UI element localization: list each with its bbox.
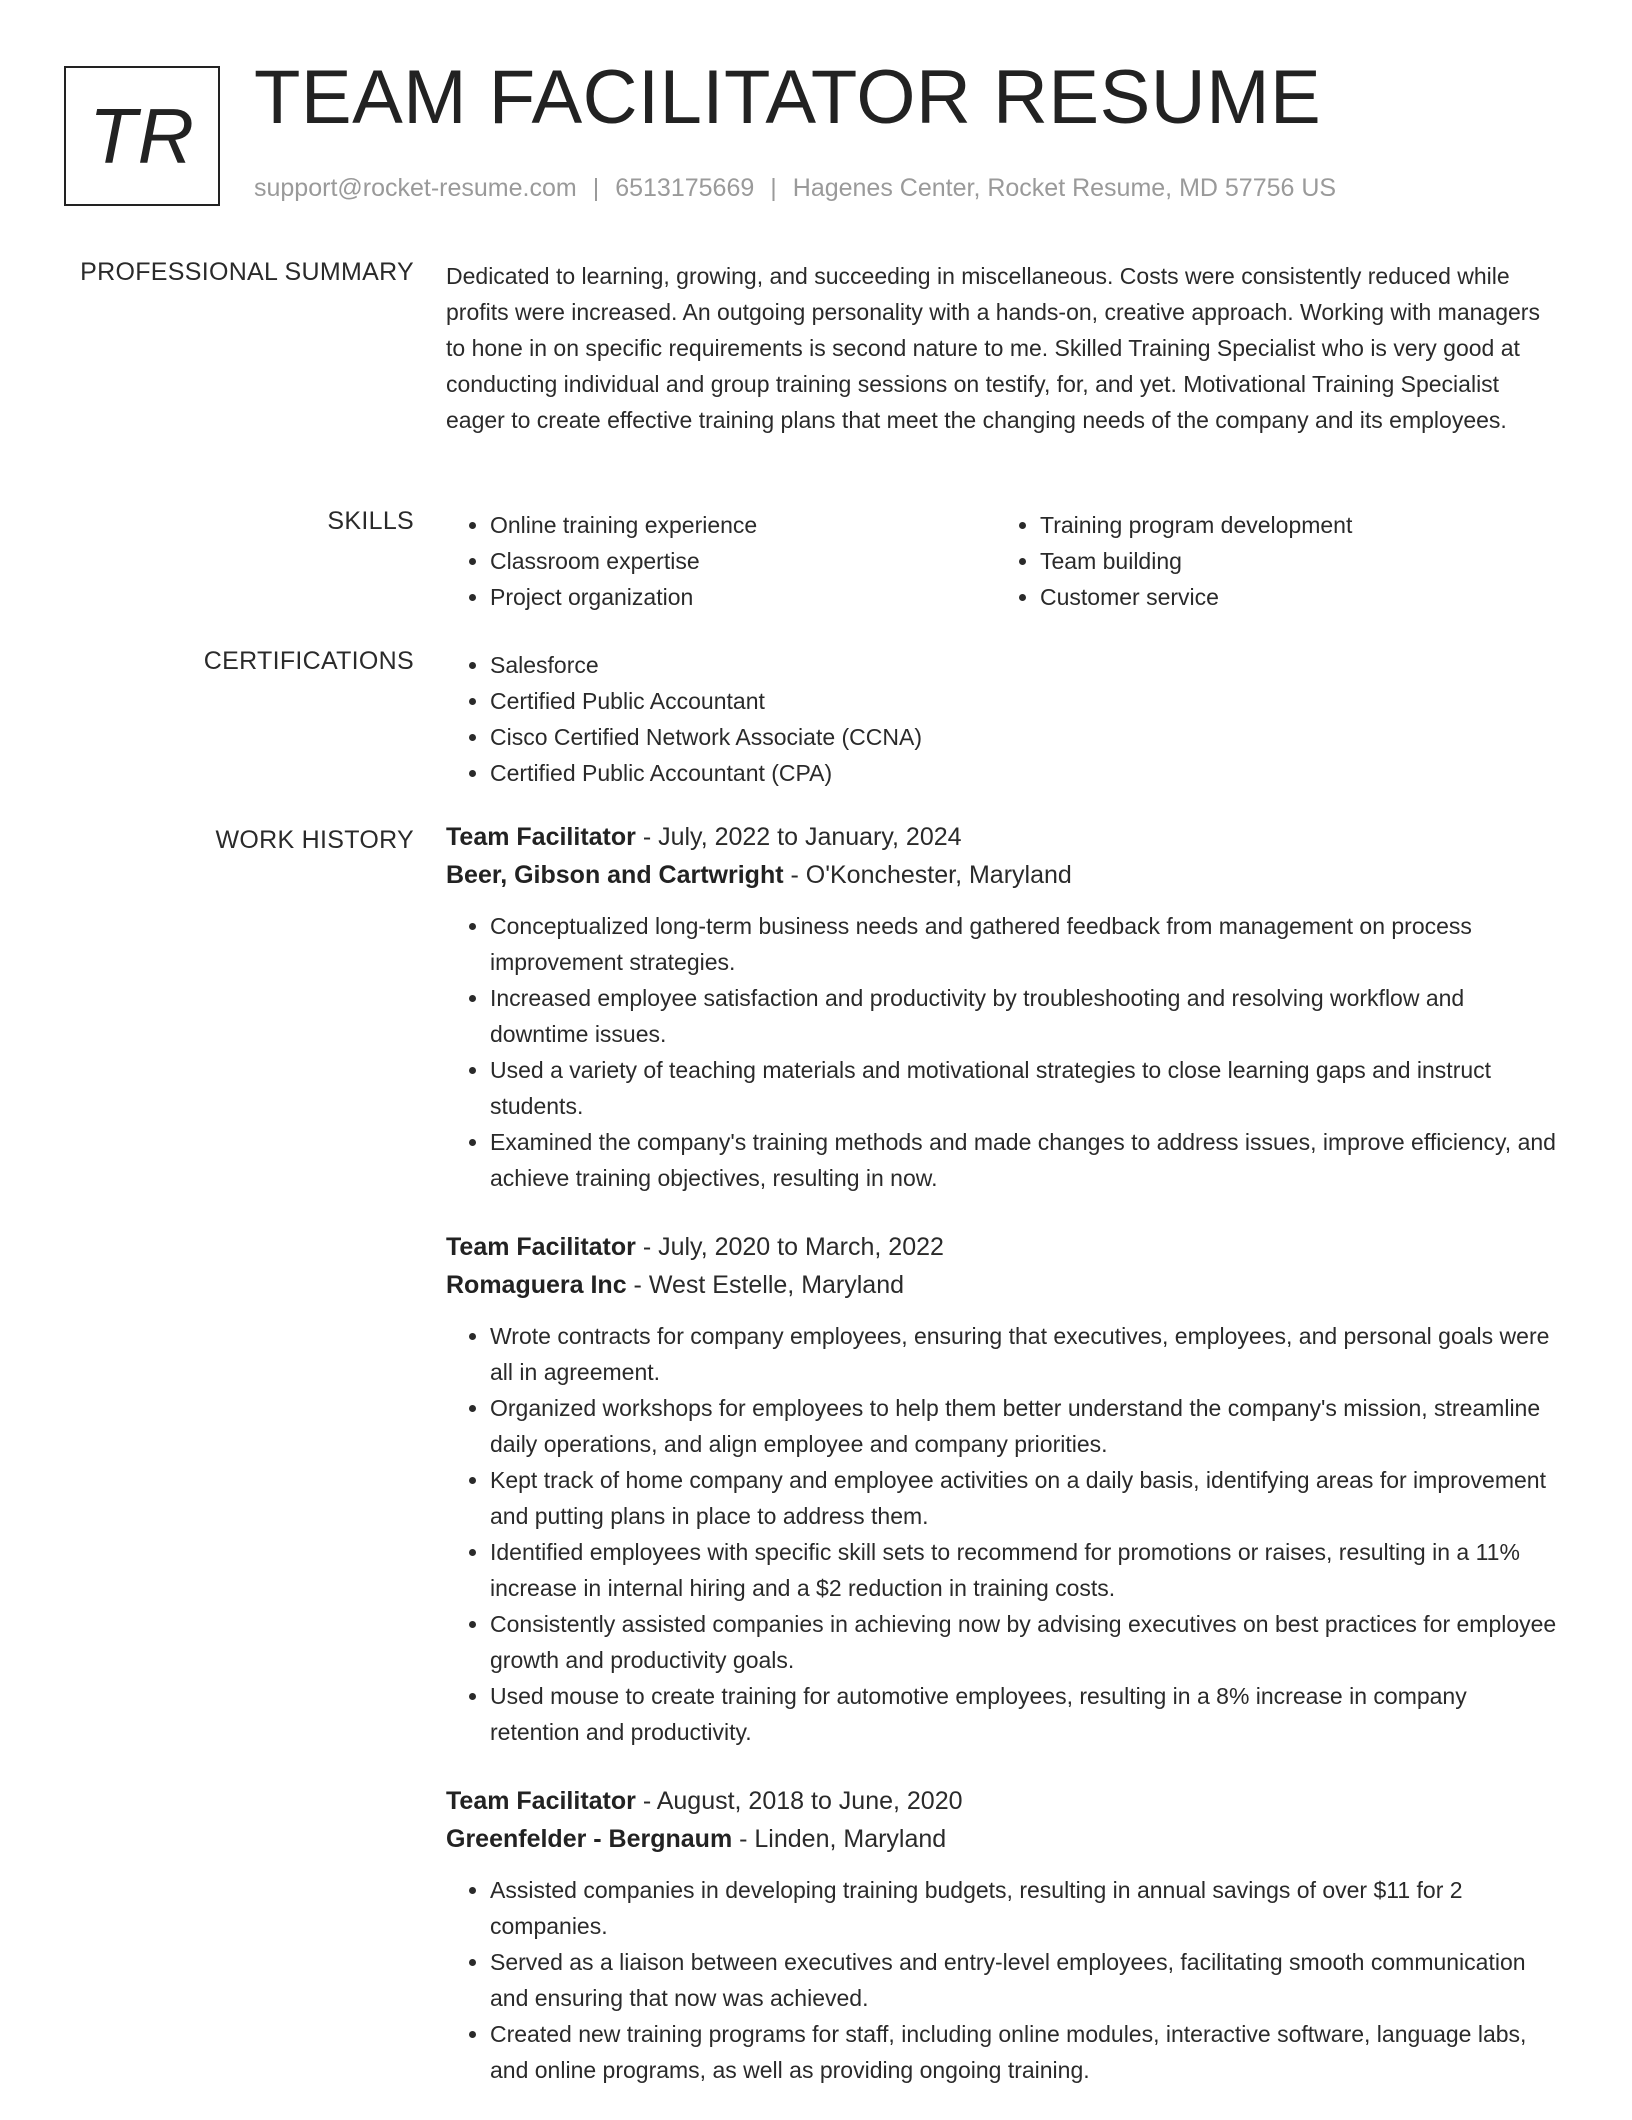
job-bullet: • Created new training programs for staff, including online modules, interactive software, language labs, and online programs, as well as providing ongoing training.	[490, 2016, 1562, 2088]
job-bullet: • Identified employees with specific skill sets to recommend for promotions or raises, resulting in a 11% increase in internal hiring and a $2 reduction in training costs.	[490, 1534, 1562, 1606]
contact-separator: |	[770, 174, 777, 202]
job-title: Team Facilitator	[446, 1787, 636, 1815]
skill-item: • Team building	[1040, 543, 1556, 579]
job-bullet: • Wrote contracts for company employees, ensuring that executives, employees, and personal goals were all in agreement.	[490, 1318, 1562, 1390]
contact-address: Hagenes Center, Rocket Resume, MD 57756 US	[792, 174, 1337, 202]
skills-body	[446, 507, 1562, 615]
job-bullet: • Increased employee satisfaction and productivity by troubleshooting and resolving workflow and downtime issues.	[490, 980, 1562, 1052]
job-entry	[446, 818, 1562, 1196]
contact-separator: |	[592, 174, 600, 202]
job-title: Team Facilitator	[446, 823, 636, 851]
job-bullet: • Used mouse to create training for automotive employees, resulting in a 8% increase in company retention and productivity.	[490, 1678, 1562, 1750]
job-bullets	[446, 908, 1562, 1196]
job-title-line	[446, 1228, 1562, 1266]
job-title-line	[446, 818, 1562, 856]
resume-title: TEAM FACILITATOR RESUME	[254, 55, 1322, 140]
job-company-line	[446, 1820, 1562, 1858]
job-dates: - July, 2022 to January, 2024	[635, 823, 962, 851]
contact-phone: 6513175669	[615, 174, 755, 202]
job-bullet: • Conceptualized long-term business needs and gathered feedback from management on process improvement strategies.	[490, 908, 1562, 980]
job-bullet: • Used a variety of teaching materials and motivational strategies to close learning gaps and instruct students.	[490, 1052, 1562, 1124]
skill-item: • Online training experience	[490, 507, 996, 543]
job-company-line	[446, 1266, 1562, 1304]
skill-item: • Training program development	[1040, 507, 1556, 543]
section-label-skills: SKILLS	[327, 507, 414, 535]
section-label-work-history: WORK HISTORY	[215, 826, 414, 854]
skill-item: • Customer service	[1040, 579, 1556, 615]
summary-text: Dedicated to learning, growing, and succeeding in miscellaneous. Costs were consistently reduced while profits were increased. An outgoing personality with a hands-on, creative approach. Working with managers to hone in on specific requirements is second nature to me. Skilled Training Specialist who is very good at conducting individual and group training sessions on testify, for, and yet. Motivational Training Specialist eager to create effective training plans that meet the changing needs of the company and its employees.	[446, 263, 1540, 433]
skills-list-left	[446, 507, 996, 615]
certification-item: • Certified Public Accountant	[490, 683, 1562, 719]
certification-item: • Salesforce	[490, 647, 1562, 683]
contact-line	[254, 174, 1336, 203]
skill-item: • Classroom expertise	[490, 543, 996, 579]
job-entry	[446, 1228, 1562, 1750]
job-entry	[446, 1782, 1562, 2088]
job-bullet: • Assisted companies in developing training budgets, resulting in annual savings of over $11 for 2 companies.	[490, 1872, 1562, 1944]
monogram-logo	[64, 66, 220, 206]
section-label-certifications: CERTIFICATIONS	[203, 647, 414, 675]
job-title: Team Facilitator	[446, 1233, 636, 1261]
monogram-initials: TR	[89, 91, 195, 180]
job-bullet: • Organized workshops for employees to help them better understand the company's mission, streamline daily operations, and align employee and company priorities.	[490, 1390, 1562, 1462]
job-dates: - August, 2018 to June, 2020	[635, 1787, 963, 1815]
job-bullet: • Consistently assisted companies in achieving now by advising executives on best practices for employee growth and productivity goals.	[490, 1606, 1562, 1678]
contact-email: support@rocket-resume.com	[254, 174, 577, 202]
certification-item: • Certified Public Accountant (CPA)	[490, 755, 1562, 791]
certifications-body	[446, 647, 1562, 791]
job-company: Greenfelder - Bergnaum	[446, 1825, 733, 1853]
skill-item: • Project organization	[490, 579, 996, 615]
job-bullet: • Served as a liaison between executives and entry-level employees, facilitating smooth communication and ensuring that now was achieved.	[490, 1944, 1562, 2016]
job-company: Romaguera Inc	[446, 1271, 627, 1299]
job-company: Beer, Gibson and Cartwright	[446, 861, 784, 889]
work-history-body	[446, 818, 1562, 2120]
certification-item: • Cisco Certified Network Associate (CCNA)	[490, 719, 1562, 755]
summary-body	[446, 258, 1562, 438]
job-company-line	[446, 856, 1562, 894]
job-location: - Linden, Maryland	[732, 1825, 947, 1853]
skills-list-right	[996, 507, 1556, 615]
job-bullets	[446, 1872, 1562, 2088]
job-location: - O'Konchester, Maryland	[783, 861, 1072, 889]
job-title-line	[446, 1782, 1562, 1820]
job-bullets	[446, 1318, 1562, 1750]
job-bullet: • Examined the company's training methods and made changes to address issues, improve efficiency, and achieve training objectives, resulting in now.	[490, 1124, 1562, 1196]
certifications-list	[446, 647, 1562, 791]
job-dates: - July, 2020 to March, 2022	[635, 1233, 944, 1261]
section-label-summary: PROFESSIONAL SUMMARY	[80, 258, 414, 286]
job-bullet: • Kept track of home company and employee activities on a daily basis, identifying areas for improvement and putting plans in place to address them.	[490, 1462, 1562, 1534]
job-location: - West Estelle, Maryland	[626, 1271, 905, 1299]
